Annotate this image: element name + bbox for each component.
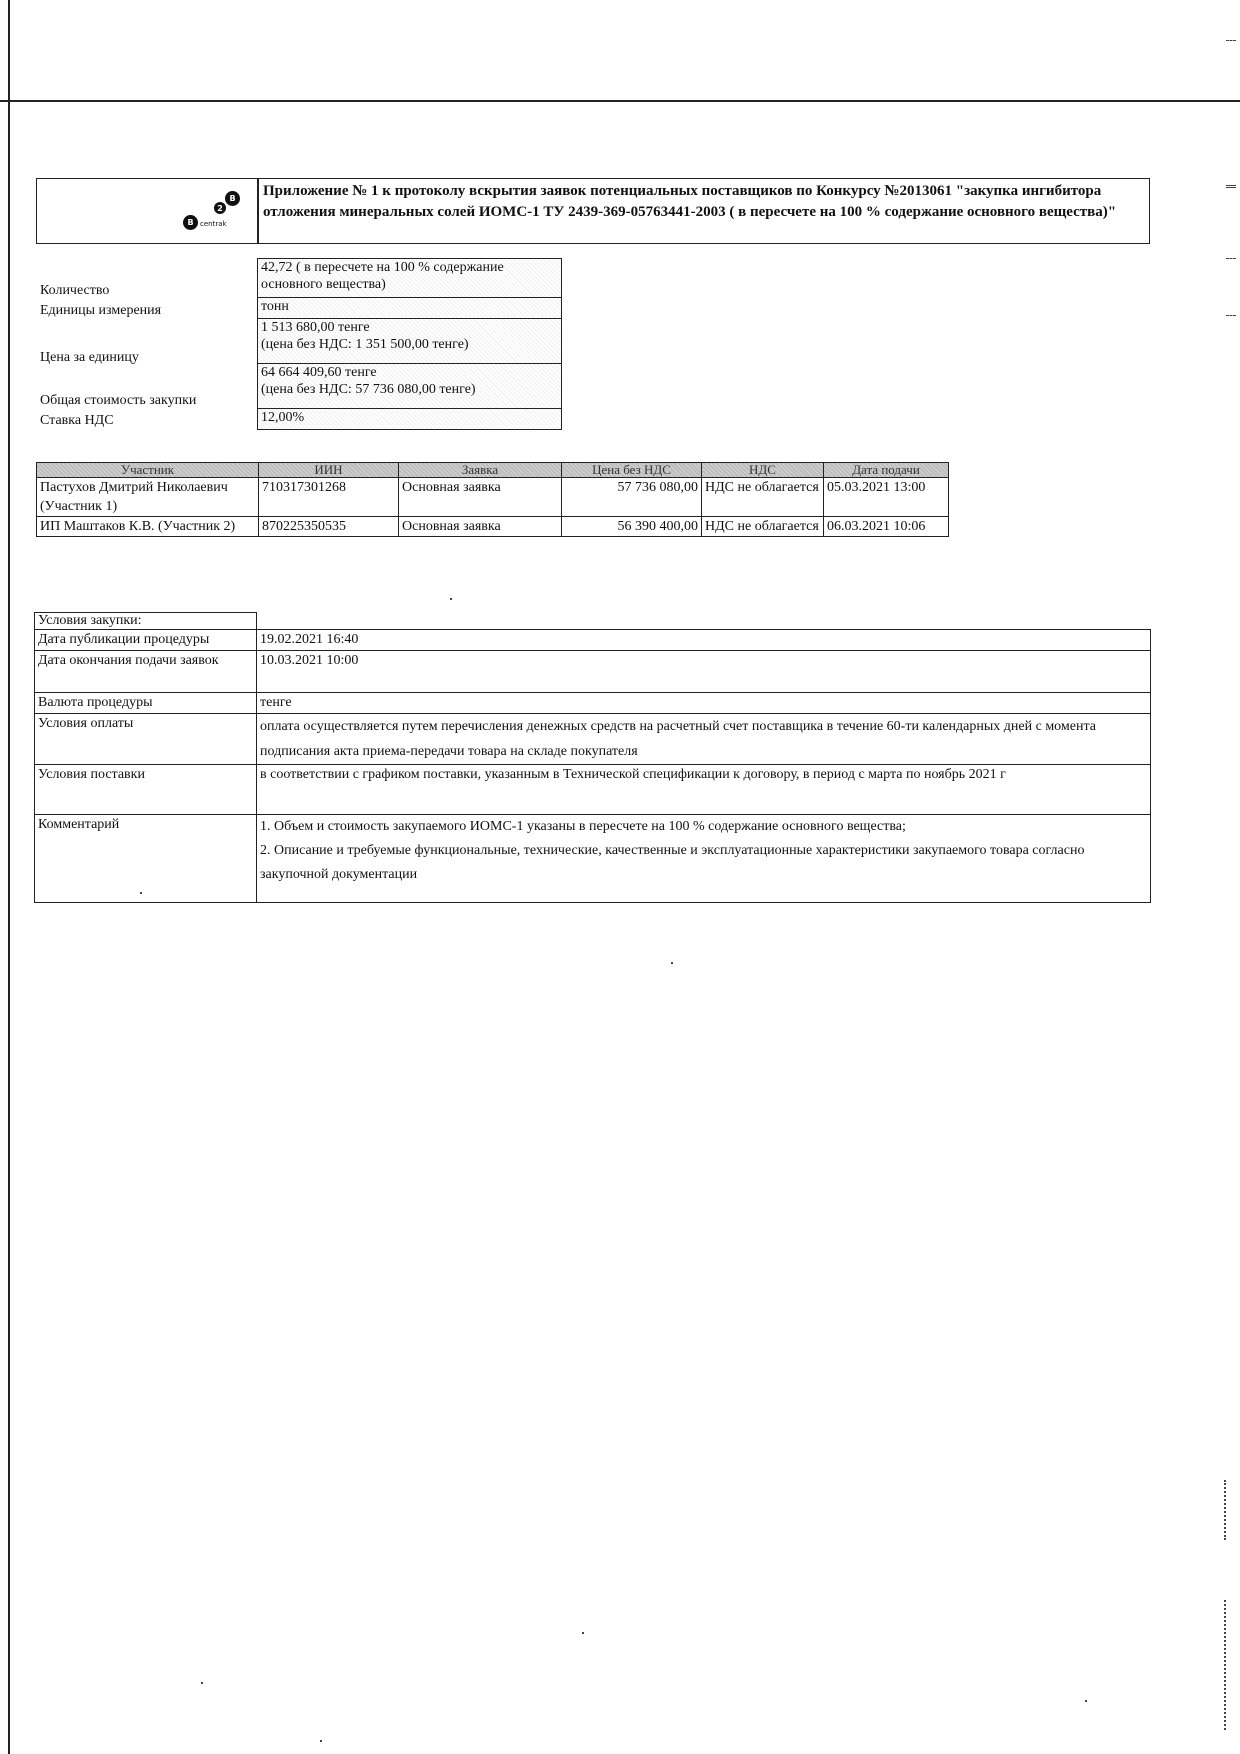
delivery-terms-value: в соответствии с графиком поставки, указанным в Технической спецификации к договору, в период с марта по ноябрь 2021 г — [257, 765, 1151, 815]
scan-speck — [450, 598, 452, 600]
participants-table — [36, 462, 949, 537]
quantity-value: 42,72 ( в пересчете на 100 % содержание основного вещества) — [257, 258, 562, 298]
participant-iin: 710317301268 — [259, 478, 399, 517]
unit-price-novat: (цена без НДС: 1 351 500,00 тенге) — [261, 337, 469, 352]
scan-speck — [201, 1682, 203, 1684]
payment-terms-label: Условия оплаты — [35, 714, 257, 765]
deadline-value: 10.03.2021 10:00 — [257, 651, 1151, 693]
participant-iin: 870225350535 — [259, 517, 399, 537]
scan-speck — [671, 962, 673, 964]
vat-rate-label: Ставка НДС — [40, 413, 114, 428]
participant-bid: Основная заявка — [399, 517, 562, 537]
publication-date-row — [35, 630, 1151, 651]
participant-date: 06.03.2021 10:06 — [824, 517, 949, 537]
unit-label: Единицы измерения — [40, 303, 162, 318]
col-iin: ИИН — [259, 463, 399, 478]
quantity-label: Количество — [40, 283, 110, 298]
unit-price-value: 1 513 680,00 тенге — [261, 320, 370, 335]
deadline-row — [35, 651, 1151, 693]
col-vat: НДС — [702, 463, 824, 478]
payment-terms-value: оплата осуществляется путем перечисления денежных средств на расчетный счет поставщика в течение 60-ти календарных дней с момента подписания акта приема-передачи товара на складе покупателя — [257, 714, 1151, 765]
document-title: Приложение № 1 к протоколу вскрытия заявок потенциальных поставщиков по Конкурсу №2013061 "закупка ингибитора отложения минеральных солей ИОМС-1 ТУ 2439-369-05763441-2003 ( в пересчете на 100 % содержание основного вещества)" — [263, 183, 1117, 220]
participant-name: Пастухов Дмитрий Николаевич (Участник 1) — [37, 478, 259, 517]
participant-name: ИП Маштаков К.В. (Участник 2) — [37, 517, 259, 537]
unit-value: тонн — [257, 297, 562, 319]
scan-speck — [320, 1740, 322, 1742]
deadline-label: Дата окончания подачи заявок — [35, 651, 257, 693]
table-row — [37, 517, 949, 537]
participant-bid: Основная заявка — [399, 478, 562, 517]
currency-value: тенге — [257, 693, 1151, 714]
scan-speck — [1085, 1700, 1087, 1702]
unit-price-label: Цена за единицу — [40, 350, 139, 365]
scan-top-rule — [0, 100, 1240, 102]
col-price: Цена без НДС — [562, 463, 702, 478]
scan-speck — [582, 1632, 584, 1634]
total-cost-cell — [257, 363, 562, 409]
vat-rate-value: 12,00% — [257, 408, 562, 430]
participant-date: 05.03.2021 13:00 — [824, 478, 949, 517]
participant-price: 56 390 400,00 — [562, 517, 702, 537]
conditions-table — [34, 612, 1151, 903]
scan-speck — [140, 892, 142, 894]
header-box — [36, 178, 1150, 244]
participant-price: 57 736 080,00 — [562, 478, 702, 517]
currency-row — [35, 693, 1151, 714]
conditions-title-row — [35, 613, 1151, 630]
payment-terms-row — [35, 714, 1151, 765]
participant-vat: НДС не облагается — [702, 478, 824, 517]
header-divider — [257, 179, 259, 243]
logo-caption: centrak — [200, 220, 227, 228]
col-participant: Участник — [37, 463, 259, 478]
publication-date-label: Дата публикации процедуры — [35, 630, 257, 651]
table-row — [37, 478, 949, 517]
delivery-terms-label: Условия поставки — [35, 765, 257, 815]
currency-label: Валюта процедуры — [35, 693, 257, 714]
col-date: Дата подачи — [824, 463, 949, 478]
total-cost-value: 64 664 409,60 тенге — [261, 365, 377, 380]
comment-line-2: 2. Описание и требуемые функциональные, технические, качественные и эксплуатационные характеристики закупаемого товара согласно закупочной документации — [260, 843, 1085, 882]
comment-line-1: 1. Объем и стоимость закупаемого ИОМС-1 указаны в пересчете на 100 % содержание основного вещества; — [260, 819, 906, 834]
b2b-center-logo: B 2 B — [181, 189, 251, 237]
scan-left-edge-line — [8, 0, 10, 1754]
participants-header-row — [37, 463, 949, 478]
participant-vat: НДС не облагается — [702, 517, 824, 537]
conditions-title: Условия закупки: — [35, 613, 257, 630]
unit-price-cell — [257, 318, 562, 364]
comment-row — [35, 815, 1151, 903]
publication-date-value: 19.02.2021 16:40 — [257, 630, 1151, 651]
total-cost-novat: (цена без НДС: 57 736 080,00 тенге) — [261, 382, 476, 397]
delivery-terms-row — [35, 765, 1151, 815]
comment-value — [257, 815, 1151, 903]
col-bid: Заявка — [399, 463, 562, 478]
total-cost-label: Общая стоимость закупки — [40, 393, 197, 408]
comment-label: Комментарий — [35, 815, 257, 903]
